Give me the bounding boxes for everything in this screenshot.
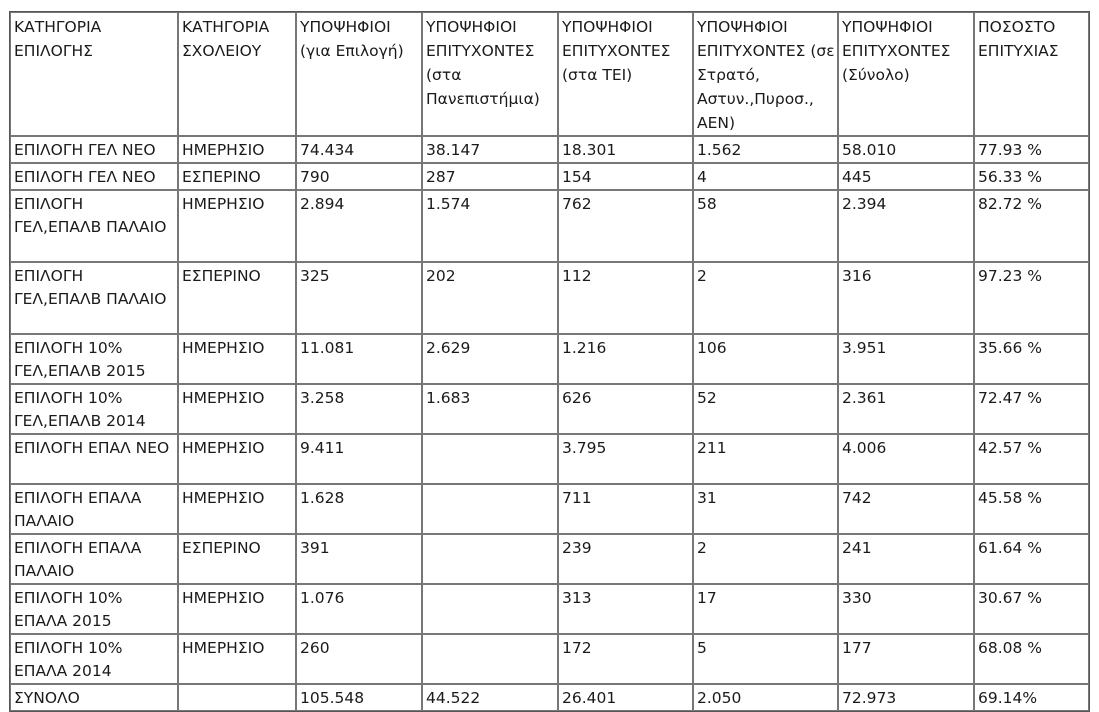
header-cell: ΠΟΣΟΣΤΟ ΕΠΙΤΥΧΙΑΣ [974,12,1089,136]
table-row [10,484,1089,534]
cell-military: 4 [693,163,838,190]
header-cell: ΥΠΟΨΗΦΙΟΙ ΕΠΙΤΥΧΟΝΤΕΣ (στα Πανεπιστήμια) [422,12,558,136]
cell-percent: 42.57 % [974,434,1089,484]
cell-military: 17 [693,584,838,634]
cell-military: 106 [693,334,838,384]
cell-category: ΕΠΙΛΟΓΗ 10% ΓΕΛ,ΕΠΑΛΒ 2014 [10,384,178,434]
cell-category: ΕΠΙΛΟΓΗ 10% ΓΕΛ,ΕΠΑΛΒ 2015 [10,334,178,384]
table-row [10,262,1089,334]
table-row [10,136,1089,163]
cell-tei: 1.216 [558,334,693,384]
header-cell: ΚΑΤΗΓΟΡΙΑ ΕΠΙΛΟΓΗΣ [10,12,178,136]
cell-universities: 44.522 [422,684,558,711]
cell-school: ΗΜΕΡΗΣΙΟ [178,634,296,684]
cell-universities: 38.147 [422,136,558,163]
cell-total: 316 [838,262,974,334]
cell-total: 2.394 [838,190,974,262]
cell-school: ΗΜΕΡΗΣΙΟ [178,484,296,534]
cell-total: 58.010 [838,136,974,163]
table-row [10,384,1089,434]
cell-universities [422,634,558,684]
cell-percent: 77.93 % [974,136,1089,163]
cell-school: ΗΜΕΡΗΣΙΟ [178,190,296,262]
cell-candidates: 9.411 [296,434,422,484]
cell-tei: 154 [558,163,693,190]
cell-candidates: 74.434 [296,136,422,163]
table-row [10,634,1089,684]
cell-candidates: 1.076 [296,584,422,634]
cell-military: 1.562 [693,136,838,163]
cell-tei: 239 [558,534,693,584]
cell-universities: 1.683 [422,384,558,434]
cell-tei: 112 [558,262,693,334]
total-row [10,684,1089,711]
cell-school: ΗΜΕΡΗΣΙΟ [178,136,296,163]
cell-percent: 69.14% [974,684,1089,711]
cell-tei: 626 [558,384,693,434]
cell-universities: 2.629 [422,334,558,384]
cell-universities [422,584,558,634]
cell-category: ΕΠΙΛΟΓΗ ΓΕΛ ΝΕΟ [10,136,178,163]
table-row [10,163,1089,190]
cell-universities: 287 [422,163,558,190]
cell-candidates: 790 [296,163,422,190]
cell-tei: 3.795 [558,434,693,484]
results-table [9,11,1090,712]
cell-tei: 18.301 [558,136,693,163]
cell-percent: 35.66 % [974,334,1089,384]
header-cell: ΥΠΟΨΗΦΙΟΙ (για Επιλογή) [296,12,422,136]
cell-category: ΕΠΙΛΟΓΗ ΓΕΛ ΝΕΟ [10,163,178,190]
cell-percent: 56.33 % [974,163,1089,190]
cell-military: 2.050 [693,684,838,711]
cell-total: 72.973 [838,684,974,711]
cell-candidates: 11.081 [296,334,422,384]
cell-school: ΗΜΕΡΗΣΙΟ [178,384,296,434]
table-row [10,190,1089,262]
cell-military: 211 [693,434,838,484]
cell-category: ΕΠΙΛΟΓΗ ΓΕΛ,ΕΠΑΛΒ ΠΑΛΑΙΟ [10,262,178,334]
header-cell: ΚΑΤΗΓΟΡΙΑ ΣΧΟΛΕΙΟΥ [178,12,296,136]
cell-category: ΕΠΙΛΟΓΗ 10% ΕΠΑΛΑ 2014 [10,634,178,684]
cell-tei: 26.401 [558,684,693,711]
cell-military: 58 [693,190,838,262]
header-cell: ΥΠΟΨΗΦΙΟΙ ΕΠΙΤΥΧΟΝΤΕΣ (Σύνολο) [838,12,974,136]
cell-tei: 711 [558,484,693,534]
cell-total: 4.006 [838,434,974,484]
cell-school: ΗΜΕΡΗΣΙΟ [178,434,296,484]
cell-percent: 61.64 % [974,534,1089,584]
cell-tei: 172 [558,634,693,684]
cell-percent: 30.67 % [974,584,1089,634]
cell-universities [422,484,558,534]
cell-total: 2.361 [838,384,974,434]
cell-school: ΗΜΕΡΗΣΙΟ [178,334,296,384]
cell-category: ΕΠΙΛΟΓΗ ΕΠΑΛΑ ΠΑΛΑΙΟ [10,484,178,534]
cell-tei: 762 [558,190,693,262]
cell-military: 2 [693,534,838,584]
cell-military: 31 [693,484,838,534]
cell-total: 445 [838,163,974,190]
cell-category: ΕΠΙΛΟΓΗ ΓΕΛ,ΕΠΑΛΒ ΠΑΛΑΙΟ [10,190,178,262]
cell-tei: 313 [558,584,693,634]
cell-percent: 97.23 % [974,262,1089,334]
cell-school: ΕΣΠΕΡΙΝΟ [178,534,296,584]
cell-candidates: 2.894 [296,190,422,262]
cell-candidates: 325 [296,262,422,334]
cell-total: 3.951 [838,334,974,384]
cell-military: 52 [693,384,838,434]
cell-total: 241 [838,534,974,584]
header-row [10,12,1089,136]
cell-total: 177 [838,634,974,684]
cell-school: ΕΣΠΕΡΙΝΟ [178,262,296,334]
cell-category: ΕΠΙΛΟΓΗ 10% ΕΠΑΛΑ 2015 [10,584,178,634]
table-row [10,434,1089,484]
cell-percent: 45.58 % [974,484,1089,534]
cell-school: ΗΜΕΡΗΣΙΟ [178,584,296,634]
cell-candidates: 105.548 [296,684,422,711]
table-row [10,584,1089,634]
table-container [9,11,1090,712]
cell-candidates: 391 [296,534,422,584]
cell-total: 330 [838,584,974,634]
header-cell: ΥΠΟΨΗΦΙΟΙ ΕΠΙΤΥΧΟΝΤΕΣ (σε Στρατό, Αστυν.,Πυροσ., ΑΕΝ) [693,12,838,136]
cell-universities [422,534,558,584]
cell-school [178,684,296,711]
table-row [10,534,1089,584]
cell-candidates: 1.628 [296,484,422,534]
cell-category: ΕΠΙΛΟΓΗ ΕΠΑΛ ΝΕΟ [10,434,178,484]
cell-universities: 1.574 [422,190,558,262]
cell-universities: 202 [422,262,558,334]
cell-school: ΕΣΠΕΡΙΝΟ [178,163,296,190]
cell-category: ΕΠΙΛΟΓΗ ΕΠΑΛΑ ΠΑΛΑΙΟ [10,534,178,584]
cell-candidates: 260 [296,634,422,684]
cell-percent: 72.47 % [974,384,1089,434]
cell-total: 742 [838,484,974,534]
cell-military: 2 [693,262,838,334]
cell-military: 5 [693,634,838,684]
table-row [10,334,1089,384]
cell-category: ΣΥΝΟΛΟ [10,684,178,711]
cell-percent: 82.72 % [974,190,1089,262]
cell-percent: 68.08 % [974,634,1089,684]
cell-universities [422,434,558,484]
cell-candidates: 3.258 [296,384,422,434]
header-cell: ΥΠΟΨΗΦΙΟΙ ΕΠΙΤΥΧΟΝΤΕΣ (στα ΤΕΙ) [558,12,693,136]
